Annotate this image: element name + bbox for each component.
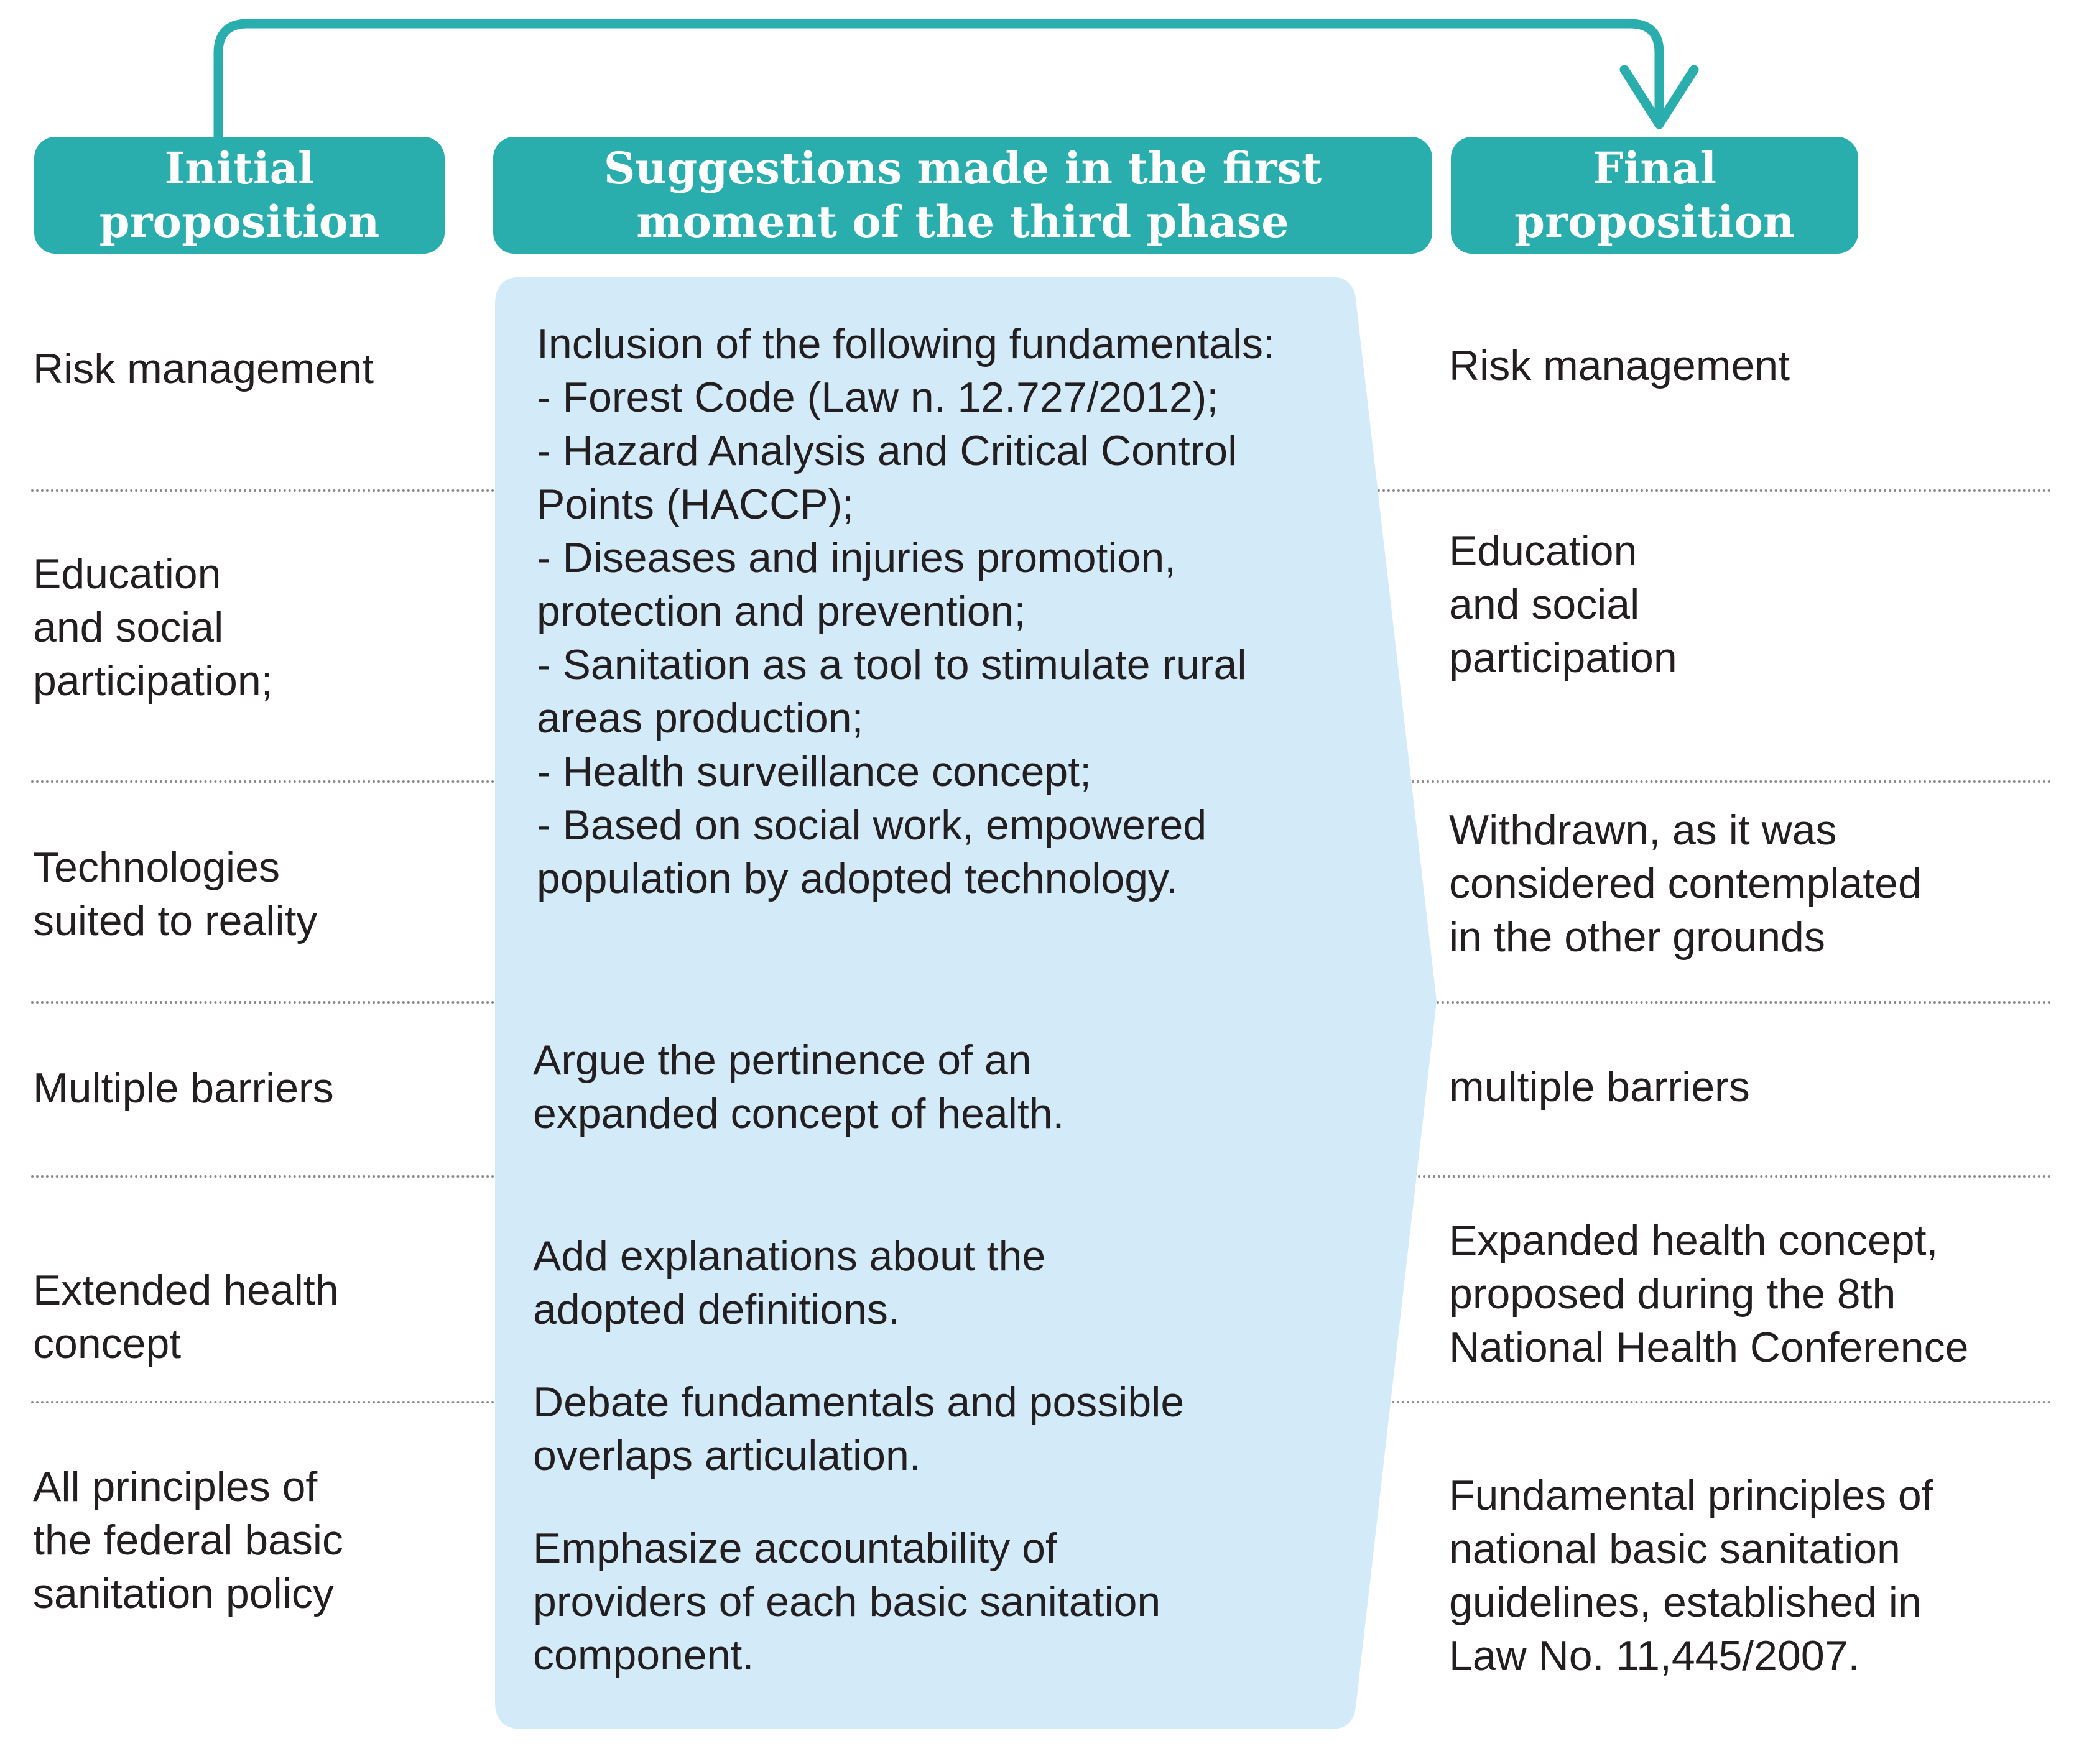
initial-item-principles: All principles of the federal basic sanitation policy bbox=[33, 1463, 343, 1617]
row-divider-right bbox=[1437, 1001, 2051, 1004]
row-divider-left bbox=[31, 780, 494, 783]
suggestion-debate: Debate fundamentals and possible overlaps articulation. bbox=[533, 1378, 1185, 1479]
header-final-proposition: Final proposition bbox=[1451, 137, 1858, 254]
final-item-multiple-barriers: multiple barriers bbox=[1449, 1063, 1750, 1111]
header-suggestions: Suggestions made in the first moment of the third phase bbox=[493, 137, 1432, 254]
initial-item-extended-health: Extended health concept bbox=[33, 1267, 339, 1367]
row-divider-left bbox=[31, 1001, 494, 1004]
final-item-education: Education and social participation bbox=[1449, 527, 1677, 681]
initial-item-technologies: Technologies suited to reality bbox=[33, 844, 318, 944]
row-divider-right bbox=[1392, 1401, 2051, 1403]
suggestion-fundamentals: Inclusion of the following fundamentals: - Forest Code (Law n. 12.727/2012); - Hazard Analysis and Critical Control Points (HACCP); - Diseases and injuries promotion, protection and prevention; - Sanitation as a tool to stimulate rural areas production; - Health surveillance concept; - Based on social work, empowered population by adopted technology. bbox=[537, 320, 1275, 902]
row-divider-right bbox=[1418, 1175, 2051, 1178]
row-divider-left bbox=[31, 1175, 494, 1178]
row-divider-right bbox=[1378, 489, 2051, 492]
initial-item-education: Education and social participation; bbox=[33, 550, 273, 704]
row-divider-left bbox=[31, 1401, 494, 1403]
final-item-withdrawn: Withdrawn, as it was considered contemplated in the other grounds bbox=[1449, 806, 1922, 961]
suggestion-accountability: Emphasize accountability of providers of each basic sanitation component. bbox=[533, 1525, 1161, 1679]
initial-item-multiple-barriers: Multiple barriers bbox=[33, 1064, 334, 1112]
suggestion-explanations: Add explanations about the adopted definitions. bbox=[533, 1232, 1046, 1333]
final-item-risk-management: Risk management bbox=[1449, 342, 1790, 389]
initial-item-risk-management: Risk management bbox=[33, 345, 374, 392]
row-divider-right bbox=[1412, 780, 2051, 783]
final-item-expanded-health: Expanded health concept, proposed during the 8th National Health Conference bbox=[1449, 1217, 1969, 1371]
header-initial-proposition: Initial proposition bbox=[34, 137, 445, 254]
row-divider-left bbox=[31, 489, 494, 492]
suggestion-expanded-health: Argue the pertinence of an expanded concept of health. bbox=[533, 1037, 1065, 1137]
flow-arrow-line bbox=[218, 24, 1659, 138]
final-item-fundamental-principles: Fundamental principles of national basic sanitation guidelines, established in Law No. 11,445/2007. bbox=[1449, 1472, 1933, 1679]
